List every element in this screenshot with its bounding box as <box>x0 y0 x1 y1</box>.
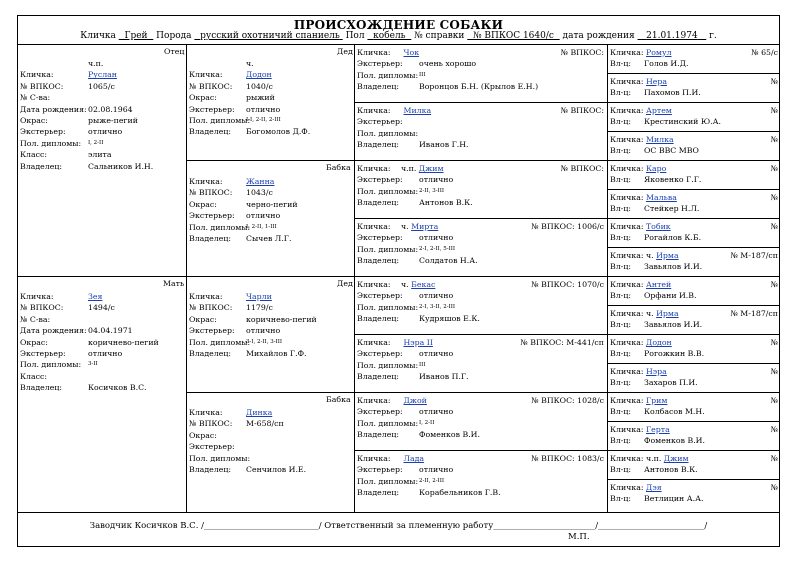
parents-divider <box>17 276 780 277</box>
gen4-card: Кличка: Грим № Вл-ц: Колбасов М.Н. <box>610 396 778 417</box>
father-title: ч.п. <box>88 59 104 68</box>
gen4-card: Кличка: Артем № Вл-ц: Крестинский Ю.А. <box>610 106 778 127</box>
great-grandparent-card: Кличка: ч. Мирта № ВПКОС: 1006/с Экстерьер: отлично Пол. дипломы: 2-I, 2-II, 5-III Владелец: Солдатов Н.А. <box>357 222 604 266</box>
dog-summary-line <box>17 31 780 41</box>
gen4-card: Кличка: Нэра № Вл-ц: Захаров П.И. <box>610 367 778 388</box>
ggp-name-link[interactable]: Джим <box>418 164 444 173</box>
ggp-name-link[interactable]: Джой <box>403 396 427 405</box>
footer-divider <box>17 512 780 513</box>
role-grandmother: Бабка <box>326 395 351 404</box>
ggp-name-link[interactable]: Мирта <box>411 222 439 231</box>
father-name-link[interactable]: Руслан <box>88 70 117 80</box>
father-class: элита <box>88 150 112 160</box>
great-grandparent-card: Кличка: ч. Бекас № ВПКОС: 1070/с Экстерьер: отлично Пол. дипломы: 2-I, 3-II, 2-III Владелец: Кудряшов Е.К. <box>357 280 604 324</box>
gen4-card: Кличка: Антей № Вл-ц: Орфани И.В. <box>610 280 778 301</box>
gen4-name-link[interactable]: Додон <box>645 338 672 347</box>
grandparent-card: Кличка: Жанна № ВПКОС: 1043/с Окрас: черно-пегий Экстерьер: отлично Пол. дипломы: I, 2-II, 1-III Владелец: Сычев Л.Г. <box>189 177 298 244</box>
ggp-name-link[interactable]: Лада <box>403 454 425 463</box>
grandparent-card: Кличка: Динка № ВПКОС: М-658/сп Окрас: Экстерьер: Пол. дипломы: Владелец: Сенчилов И.Е. <box>189 408 307 475</box>
great-grandparent-card: Кличка: Нэра II № ВПКОС: М-441/сп Экстерьер: отлично Пол. дипломы: III Владелец: Иванов П.Г. <box>357 338 604 382</box>
gen4-name-link[interactable]: Нэра <box>645 367 667 376</box>
grandparent-card: ч. Кличка: Додон № ВПКОС: 1040/с Окрас: рыжий Экстерьер: отлично Пол. дипломы: I-I, 2-II, 2-III Владелец: Богомолов Д.Ф. <box>189 59 311 137</box>
gen4-card: Кличка: Герта № Вл-ц: Фоменков В.И. <box>610 425 778 446</box>
gen4-card: Кличка: Додон № Вл-ц: Рогожкин В.В. <box>610 338 778 359</box>
role-grandfather: Дед <box>337 47 353 56</box>
gen4-name-link[interactable]: Джим <box>663 454 689 463</box>
dog-breed: русский охотничий спаниель <box>200 31 340 41</box>
gen4-name-link[interactable]: Каро <box>645 164 667 173</box>
great-grandparent-card: Кличка: Чок № ВПКОС: Экстерьер: очень хорошо Пол. дипломы: III Владелец: Воронцов Б.Н. (Крылов Е.Н.) <box>357 48 604 92</box>
header-divider <box>17 44 780 45</box>
role-father: Отец <box>164 47 185 56</box>
father-color: рыже-пегий <box>88 116 138 126</box>
gen4-name-link[interactable]: Тобик <box>645 222 671 231</box>
gen4-card: Кличка: Нера № Вл-ц: Пахомов П.И. <box>610 77 778 98</box>
gen4-card: Кличка: Каро № Вл-ц: Яковенко Г.Г. <box>610 164 778 185</box>
gen4-name-link[interactable]: Артем <box>645 106 672 115</box>
gen4-name-link[interactable]: Дэя <box>645 483 662 492</box>
gen4-name-link[interactable]: Мальва <box>645 193 677 202</box>
father-owner: Сальников И.Н. <box>88 161 154 171</box>
dog-nick: Грей <box>124 31 148 41</box>
breeder-signature-line: Заводчик Косичков В.С. /___________________________/ Ответственный за племенную работу________________________/_________________________/ <box>89 521 708 531</box>
gen4-name-link[interactable]: Нера <box>645 77 668 86</box>
dog-cert: № ВПКОС 1640/с <box>473 31 554 41</box>
grandparent-name-link[interactable]: Чарли <box>246 292 272 301</box>
mother-card: Кличка: Зея № ВПКОС: 1494/с № С-ва: Дата рождения: 04.04.1971 Окрас: коричнево-пегий Экстерьер: отлично Пол. дипломы: 3-II Класс: Владелец: Косичков В.С. <box>20 292 159 393</box>
gen4-card: Кличка: Ромул № 65/с Вл-ц: Голов И.Д. <box>610 48 778 69</box>
gen4-card: Кличка: ч. Ирма № М-187/сп Вл-ц: Завьялов И.И. <box>610 309 778 330</box>
gen4-card: Кличка: ч.п. Джим № Вл-ц: Антонов В.К. <box>610 454 778 475</box>
breed-label: Порода <box>156 31 192 41</box>
role-grandmother: Бабка <box>326 163 351 172</box>
gen4-name-link[interactable]: Герта <box>645 425 670 434</box>
dog-birth: 21.01.1974 <box>646 31 698 41</box>
cert-label: № справки <box>414 31 465 41</box>
role-mother: Мать <box>163 279 185 288</box>
stamp-place-label: М.П. <box>568 532 590 542</box>
grandparent-name-link[interactable]: Додон <box>246 70 272 80</box>
birth-label: дата рождения <box>562 31 635 41</box>
mother-vpkos: 1494/с <box>88 303 115 313</box>
gen-divider-1 <box>186 44 187 512</box>
great-grandparent-card: Кличка: ч.п. Джим № ВПКОС: Экстерьер: отлично Пол. дипломы: 2-II, 3-III Владелец: Антонов В.К. <box>357 164 604 208</box>
ggp-name-link[interactable]: Нэра II <box>403 338 433 347</box>
gen4-name-link[interactable]: Милка <box>645 135 674 144</box>
gen4-card: Кличка: Мальва № Вл-ц: Стейкер Н.Л. <box>610 193 778 214</box>
gen4-name-link[interactable]: Ирма <box>656 309 679 318</box>
dog-sex: кобель <box>373 31 406 41</box>
father-vpkos: 1065/с <box>88 81 115 91</box>
gen-divider-3 <box>607 44 608 512</box>
great-grandparent-card: Кличка: Джой № ВПКОС: 1028/с Экстерьер: отлично Пол. дипломы: I, 2-II Владелец: Фоменков В.И. <box>357 396 604 440</box>
gen4-name-link[interactable]: Грим <box>645 396 668 405</box>
mother-diplomas: 3-II <box>88 361 98 368</box>
father-card: ч.п. Кличка: Руслан № ВПКОС: 1065/с № С-ва: Дата рождения: 02.08.1964 Окрас: рыже-пегий Экстерьер: отлично Пол. дипломы: I, 2-II Класс: элита Владелец: Сальников И.Н. <box>20 59 154 171</box>
grandparent-name-link[interactable]: Динка <box>246 408 273 417</box>
great-grandparent-card: Кличка: Лада № ВПКОС: 1083/с Экстерьер: отлично Пол. дипломы: 2-II, 2-III Владелец: Корабельников Г.В. <box>357 454 604 498</box>
gen4-card: Кличка: ч. Ирма № М-187/сп Вл-ц: Завьялов И.И. <box>610 251 778 272</box>
father-diplomas: I, 2-II <box>88 139 104 146</box>
gen4-card: Кличка: Дэя № Вл-ц: Ветлицин А.А. <box>610 483 778 504</box>
nick-label: Кличка <box>80 31 116 41</box>
page-title: ПРОИСХОЖДЕНИЕ СОБАКИ <box>293 18 504 32</box>
gen4-card: Кличка: Милка № Вл-ц: ОС ВВС МВО <box>610 135 778 156</box>
father-birth: 02.08.1964 <box>88 104 133 114</box>
ggp-name-link[interactable]: Милка <box>403 106 432 115</box>
gen4-name-link[interactable]: Антей <box>645 280 672 289</box>
mother-owner: Косичков В.С. <box>88 383 147 393</box>
sex-label: Пол <box>345 31 365 41</box>
role-grandfather: Дед <box>337 279 353 288</box>
mother-exterior: отлично <box>88 349 123 359</box>
gen-divider-2 <box>354 44 355 512</box>
mother-color: коричнево-пегий <box>88 337 159 347</box>
gen4-card: Кличка: Тобик № Вл-ц: Рогайлов К.Б. <box>610 222 778 243</box>
father-exterior: отлично <box>88 127 123 137</box>
mother-birth: 04.04.1971 <box>88 326 133 336</box>
gen4-name-link[interactable]: Ромул <box>645 48 672 57</box>
ggp-name-link[interactable]: Чок <box>403 48 420 57</box>
year-suffix: г. <box>709 31 717 41</box>
ggp-name-link[interactable]: Бекас <box>411 280 436 289</box>
grandparent-card: Кличка: Чарли № ВПКОС: 1179/с Окрас: коричнево-пегий Экстерьер: отлично Пол. дипломы: 3-I, 2-II, 3-III Владелец: Михайлов Г.Ф. <box>189 292 317 359</box>
gen4-name-link[interactable]: Ирма <box>656 251 679 260</box>
mother-name-link[interactable]: Зея <box>88 292 103 301</box>
grandparent-name-link[interactable]: Жанна <box>246 177 275 186</box>
great-grandparent-card: Кличка: Милка № ВПКОС: Экстерьер: Пол. дипломы: Владелец: Иванов Г.Н. <box>357 106 604 150</box>
